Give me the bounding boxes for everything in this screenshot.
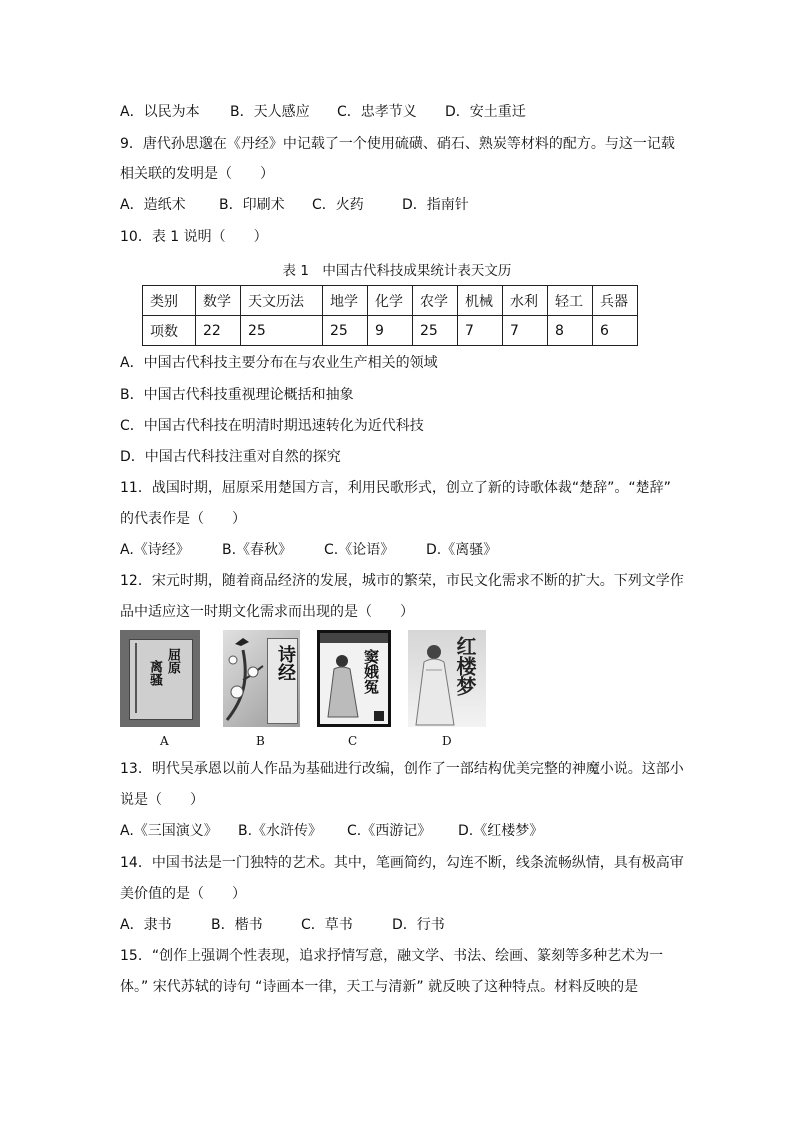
- q14-option-b: B．楷书: [211, 917, 263, 933]
- q14-options: [120, 915, 445, 935]
- q8-option-c: C．忠孝节义: [337, 104, 417, 120]
- table-caption: 表 1 中国古代科技成果统计表天文历: [282, 263, 512, 279]
- table-cell: 类别: [143, 286, 196, 316]
- image-label-a: A: [160, 734, 169, 748]
- q8-options: [120, 102, 526, 122]
- table-cell: 7: [458, 316, 503, 346]
- table-cell: 7: [503, 316, 548, 346]
- q9-option-a: A．造纸术: [120, 197, 186, 213]
- book-a-title-1: 屈原: [165, 648, 180, 674]
- q8-option-a: A．以民为本: [120, 104, 200, 120]
- q11-option-b: B.《春秋》: [222, 542, 293, 558]
- table-cell: 25: [323, 316, 368, 346]
- q13-stem-line-1: 13．明代吴承恩以前人作品为基础进行改编，创作了一部结构优美完整的神魔小说。这部小: [120, 761, 684, 777]
- q11-option-d: D.《离骚》: [426, 542, 498, 558]
- book-a-title-2: 离骚: [147, 660, 162, 686]
- book-c-cover: [320, 633, 388, 724]
- q9-option-b: B．印刷术: [219, 197, 285, 213]
- q15-stem-line-1: 15．“创作上强调个性表现，追求抒情写意，融文学、书法、绘画、篆刻等多种艺术为一: [120, 948, 664, 964]
- table-cell: 农学: [413, 286, 458, 316]
- q10-option-b: B．中国古代科技重视理论概括和抽象: [120, 387, 354, 403]
- q13-option-c: C.《西游记》: [347, 823, 432, 839]
- q13-option-d: D.《红楼梦》: [458, 823, 544, 839]
- book-d-title: 红楼梦: [453, 636, 477, 696]
- q11-stem-line-2: 的代表作是（ ）: [120, 511, 246, 527]
- table-cell: 水利: [503, 286, 548, 316]
- q9-stem-line-1: 9．唐代孙思邈在《丹经》中记载了一个使用硫磺、硝石、熟炭等材料的配方。与这一记载: [120, 136, 675, 152]
- book-c-title: 窦娥冤: [362, 649, 380, 694]
- book-b-title: 诗经: [275, 645, 296, 681]
- book-image-d: [408, 630, 486, 727]
- book-image-c: [317, 630, 391, 727]
- book-c-seal: [374, 711, 384, 721]
- table-cell: 兵器: [593, 286, 638, 316]
- table-cell: 25: [413, 316, 458, 346]
- book-image-a: [120, 630, 200, 727]
- book-a-cover: [129, 639, 193, 720]
- table-cell: 9: [368, 316, 413, 346]
- q14-option-c: C．草书: [301, 917, 353, 933]
- q10-option-c: C．中国古代科技在明清时期迅速转化为近代科技: [120, 418, 424, 434]
- q10-stem: 10．表 1 说明（ ）: [120, 229, 268, 245]
- q11-options: [120, 540, 497, 560]
- q14-option-d: D．行书: [392, 917, 445, 933]
- q12-stem-line-1: 12．宋元时期，随着商品经济的发展，城市的繁荣，市民文化需求不断的扩大。下列文学作: [120, 573, 684, 589]
- q9-options: [120, 195, 469, 215]
- science-stats-table: [142, 285, 638, 346]
- table-cell: 8: [548, 316, 593, 346]
- table-cell: 22: [196, 316, 241, 346]
- table-header-row: [143, 286, 638, 316]
- table-cell: 项数: [143, 316, 196, 346]
- table-cell: 机械: [458, 286, 503, 316]
- book-image-b: [223, 630, 300, 727]
- book-c-banner: [320, 633, 388, 643]
- table-cell: 化学: [368, 286, 413, 316]
- table-cell: 轻工: [548, 286, 593, 316]
- q9-option-d: D．指南针: [402, 197, 469, 213]
- table-cell: 25: [241, 316, 323, 346]
- q11-option-c: C.《论语》: [324, 542, 395, 558]
- q9-stem-line-2: 相关联的发明是（ ）: [120, 166, 274, 182]
- table-cell: 天文历法: [241, 286, 323, 316]
- q13-options: [120, 821, 543, 841]
- q13-stem-line-2: 说是（ ）: [120, 792, 204, 808]
- image-label-d: D: [442, 734, 452, 748]
- q9-option-c: C．火药: [312, 197, 364, 213]
- q11-option-a: A.《诗经》: [120, 542, 190, 558]
- q8-option-b: B．天人感应: [230, 104, 310, 120]
- q14-stem-line-2: 美价值的是（ ）: [120, 886, 246, 902]
- book-a-stripe: [135, 643, 137, 713]
- q13-option-b: B.《水浒传》: [238, 823, 323, 839]
- image-label-b: B: [256, 734, 265, 748]
- table-cell: 地学: [323, 286, 368, 316]
- table-row: [143, 316, 638, 346]
- q14-option-a: A．隶书: [120, 917, 172, 933]
- q10-option-d: D．中国古代科技注重对自然的探究: [120, 449, 341, 465]
- q15-stem-line-2: 体。” 宋代苏轼的诗句 “诗画本一律，天工与清新” 就反映了这种特点。材料反映的是: [120, 979, 639, 995]
- table-cell: 数学: [196, 286, 241, 316]
- q13-option-a: A.《三国演义》: [120, 823, 218, 839]
- q12-stem-line-2: 品中适应这一时期文化需求而出现的是（ ）: [120, 604, 414, 620]
- table-cell: 6: [593, 316, 638, 346]
- figure-illustration-icon: [324, 651, 364, 721]
- image-label-c: C: [348, 734, 358, 748]
- q10-option-a: A．中国古代科技主要分布在与农业生产相关的领域: [120, 355, 438, 371]
- book-b-title-box: [267, 638, 298, 724]
- q8-option-d: D．安土重迁: [445, 104, 526, 120]
- q14-stem-line-1: 14．中国书法是一门独特的艺术。其中，笔画简约，勾连不断，线条流畅纵情，具有极高审: [120, 855, 684, 871]
- q11-stem-line-1: 11．战国时期，屈原采用楚国方言，利用民歌形式，创立了新的诗歌体裁“楚辞”。“楚辞”: [120, 480, 671, 496]
